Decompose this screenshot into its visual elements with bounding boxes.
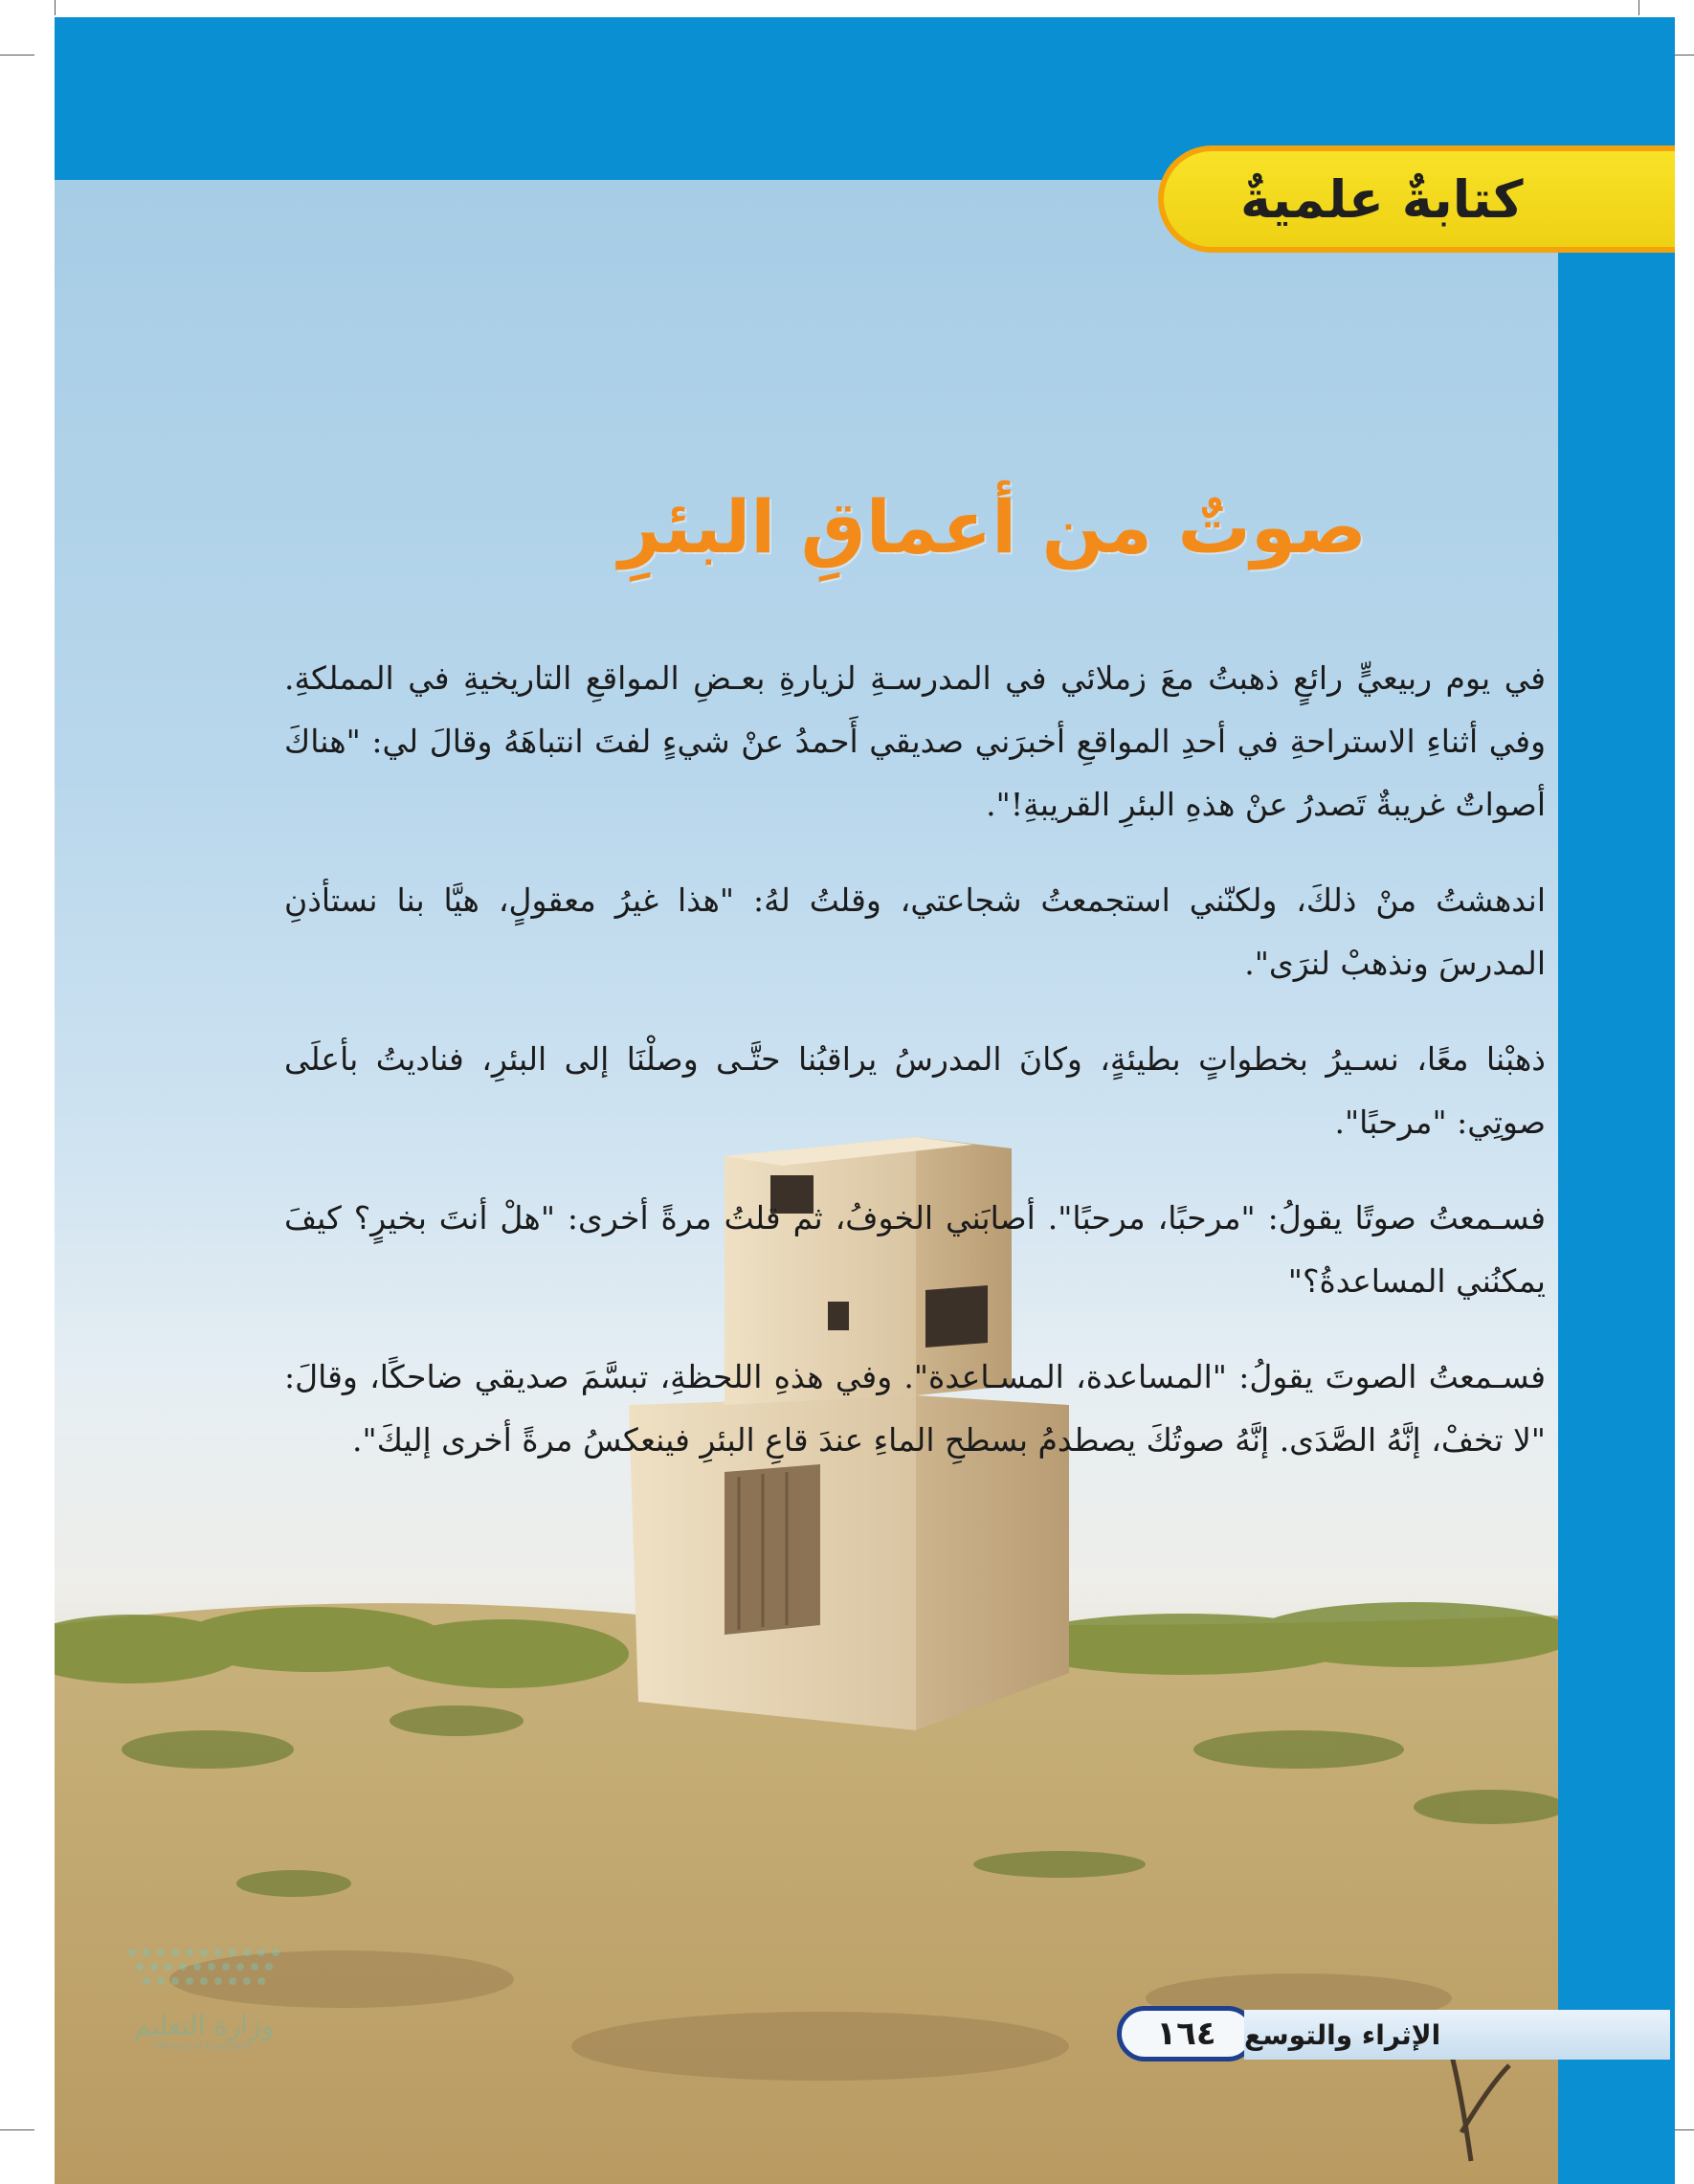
crop-mark (1638, 0, 1639, 15)
dots-emblem-icon (94, 1924, 314, 2010)
ministry-name-en: Ministry of Education (154, 2040, 254, 2052)
crop-mark (0, 55, 34, 56)
section-tab-label: كتابةٌ علميةٌ (1240, 168, 1524, 230)
story-paragraph: فسـمعتُ صوتًا يقولُ: "مرحبًا، مرحبًا". أصابَني الخوفُ، ثم قلتُ مرةً أخرى: "هلْ أنتَ بخيرٍ؟ كيفَ يمكنُني المساعدةُ؟" (284, 1199, 1546, 1300)
page-content (55, 180, 1558, 2184)
story-paragraph: في يوم ربيعيٍّ رائعٍ ذهبتُ معَ زملائي في المدرسـةِ لزيارةِ بعـضِ المواقعِ التاريخيةِ في المملكةِ. وفي أثناءِ الاستراحةِ في أحدِ المواقعِ أخبرَني صديقي أَحمدُ عنْ شيءٍ لفتَ انتباهَهُ وقالَ لي: "هناكَ أصواتٌ غريبةٌ تَصدرُ عنْ هذهِ البئرِ القريبةِ!". (284, 659, 1547, 823)
footer-section-label: الإثراء والتوسع (1244, 2010, 1670, 2060)
page-number: ١٦٤ (1117, 2006, 1256, 2061)
crop-mark (0, 2129, 34, 2130)
story-paragraph: اندهشتُ منْ ذلكَ، ولكنّني استجمعتُ شجاعتي، وقلتُ لهُ: "هذا غيرُ معقولٍ، هيَّا بنا نستأذنِ المدرسَ ونذهبْ لنرَى". (284, 881, 1546, 982)
section-tab (1158, 145, 1675, 253)
story-paragraph: ذهبْنا معًا، نسـيرُ بخطواتٍ بطيئةٍ، وكانَ المدرسُ يراقبُنا حتَّـى وصلْنَا إلى البئرِ، فناديتُ بأعلَى صوتِي: "مرحبًا". (284, 1040, 1546, 1141)
ministry-name-ar: وزارة التعليم (133, 2010, 275, 2041)
story-title: صوتٌ من أعماقِ البئرِ (618, 484, 1367, 569)
side-band (1558, 239, 1675, 2184)
ministry-logo (94, 1924, 314, 2058)
story-text (284, 647, 1546, 1504)
story-paragraph: فسـمعتُ الصوتَ يقولُ: "المساعدة، المسـاعدة". وفي هذهِ اللحظةِ، تبسَّمَ صديقي ضاحكًا، وقالَ: "لا تخفْ، إنَّهُ الصَّدَى. إنَّهُ صوتُكَ يصطدمُ بسطحِ الماءِ عندَ قاعِ البئرِ فينعكسُ مرةً أخرى إليكَ". (284, 1358, 1546, 1459)
crop-mark (55, 0, 56, 15)
